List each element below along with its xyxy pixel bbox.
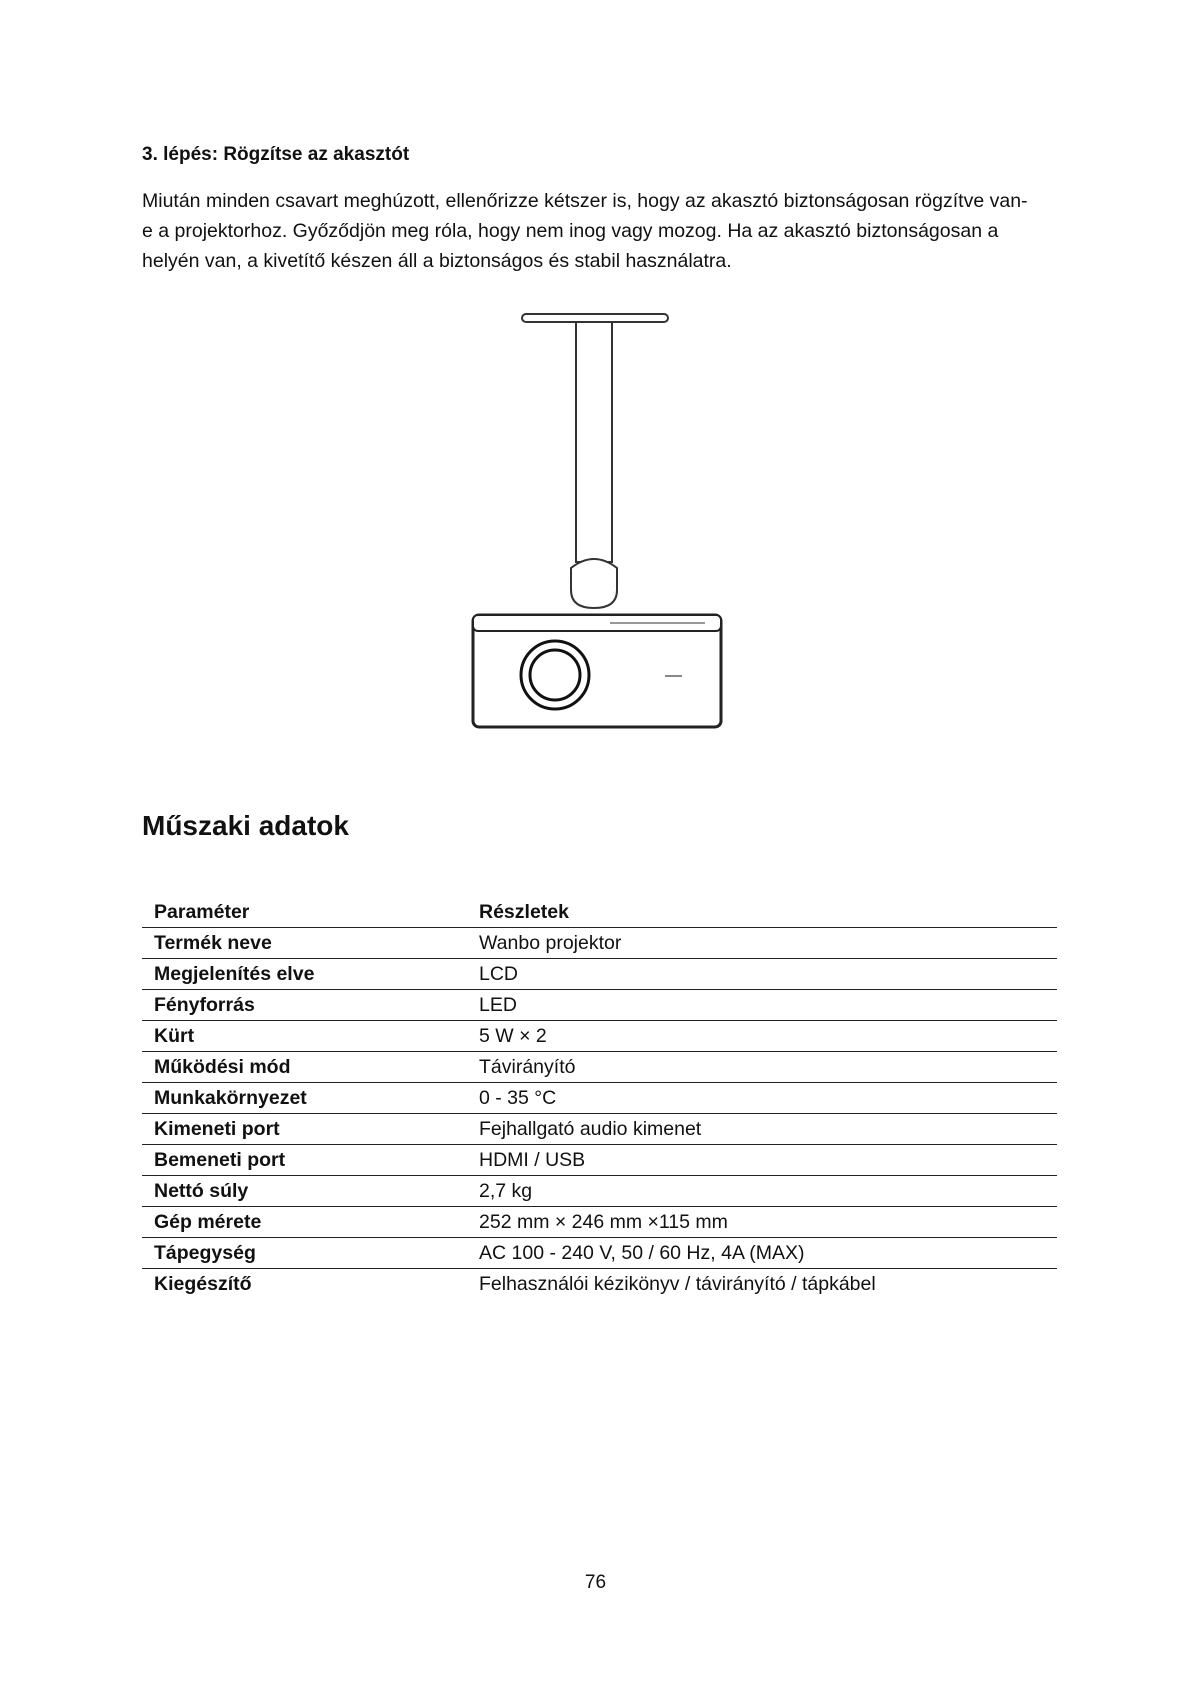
projector-mount-figure	[460, 310, 730, 730]
table-row	[142, 1207, 1057, 1238]
table-row	[142, 990, 1057, 1021]
row-value: Távirányító	[479, 1055, 576, 1078]
header-parameter: Paraméter	[154, 900, 250, 923]
paragraph-line: Miután minden csavart meghúzott, ellenőrizze kétszer is, hogy az akasztó biztonságosan rögzítve van-	[142, 190, 1028, 212]
header-details: Részletek	[479, 900, 569, 923]
mount-pole	[576, 322, 612, 562]
row-value: 0 - 35 °C	[479, 1086, 557, 1109]
page-number: 76	[584, 1572, 607, 1593]
table-row	[142, 1269, 1057, 1300]
table-row	[142, 1021, 1057, 1052]
row-parameter: Kiegészítő	[154, 1272, 252, 1295]
table-row	[142, 1176, 1057, 1207]
table-row	[142, 1052, 1057, 1083]
row-value: 252 mm × 246 mm ×115 mm	[479, 1210, 728, 1233]
row-value: 2,7 kg	[479, 1179, 533, 1202]
row-parameter: Tápegység	[154, 1241, 256, 1264]
row-parameter: Működési mód	[154, 1055, 291, 1078]
table-row	[142, 1114, 1057, 1145]
paragraph-line: e a projektorhoz. Győződjön meg róla, hogy nem inog vagy mozog. Ha az akasztó biztonságosan a	[142, 220, 999, 242]
row-value: AC 100 - 240 V, 50 / 60 Hz, 4A (MAX)	[479, 1241, 805, 1264]
row-parameter: Termék neve	[154, 931, 272, 954]
row-parameter: Megjelenítés elve	[154, 962, 315, 985]
row-parameter: Kimeneti port	[154, 1117, 280, 1140]
table-row	[142, 1238, 1057, 1269]
table-row	[142, 928, 1057, 959]
row-value: LED	[479, 993, 517, 1016]
row-parameter: Fényforrás	[154, 993, 255, 1016]
projector-lens-inner	[530, 650, 580, 700]
table-row	[142, 959, 1057, 990]
row-parameter: Kürt	[154, 1024, 195, 1047]
step-paragraph	[142, 186, 1072, 276]
row-parameter: Bemeneti port	[154, 1148, 286, 1171]
ceiling-plate	[522, 314, 668, 322]
table-row	[142, 1083, 1057, 1114]
row-value: HDMI / USB	[479, 1148, 586, 1171]
row-parameter: Nettó súly	[154, 1179, 249, 1202]
pole-end-cap	[571, 559, 617, 608]
row-parameter: Gép mérete	[154, 1210, 262, 1233]
step-heading: 3. lépés: Rögzítse az akasztót	[142, 144, 410, 165]
row-value: 5 W × 2	[479, 1024, 547, 1047]
ceiling-mounted-projector-illustration	[460, 310, 730, 730]
paragraph-line: helyén van, a kivetítő készen áll a biztonságos és stabil használatra.	[142, 250, 732, 272]
table-header-row	[142, 897, 1057, 928]
row-value: Felhasználói kézikönyv / távirányító / tápkábel	[479, 1272, 876, 1295]
specs-table	[142, 897, 1057, 1299]
section-title: Műszaki adatok	[142, 810, 349, 841]
table-row	[142, 1145, 1057, 1176]
row-parameter: Munkakörnyezet	[154, 1086, 307, 1109]
row-value: Wanbo projektor	[479, 931, 622, 954]
row-value: Fejhallgató audio kimenet	[479, 1117, 702, 1140]
row-value: LCD	[479, 962, 519, 985]
